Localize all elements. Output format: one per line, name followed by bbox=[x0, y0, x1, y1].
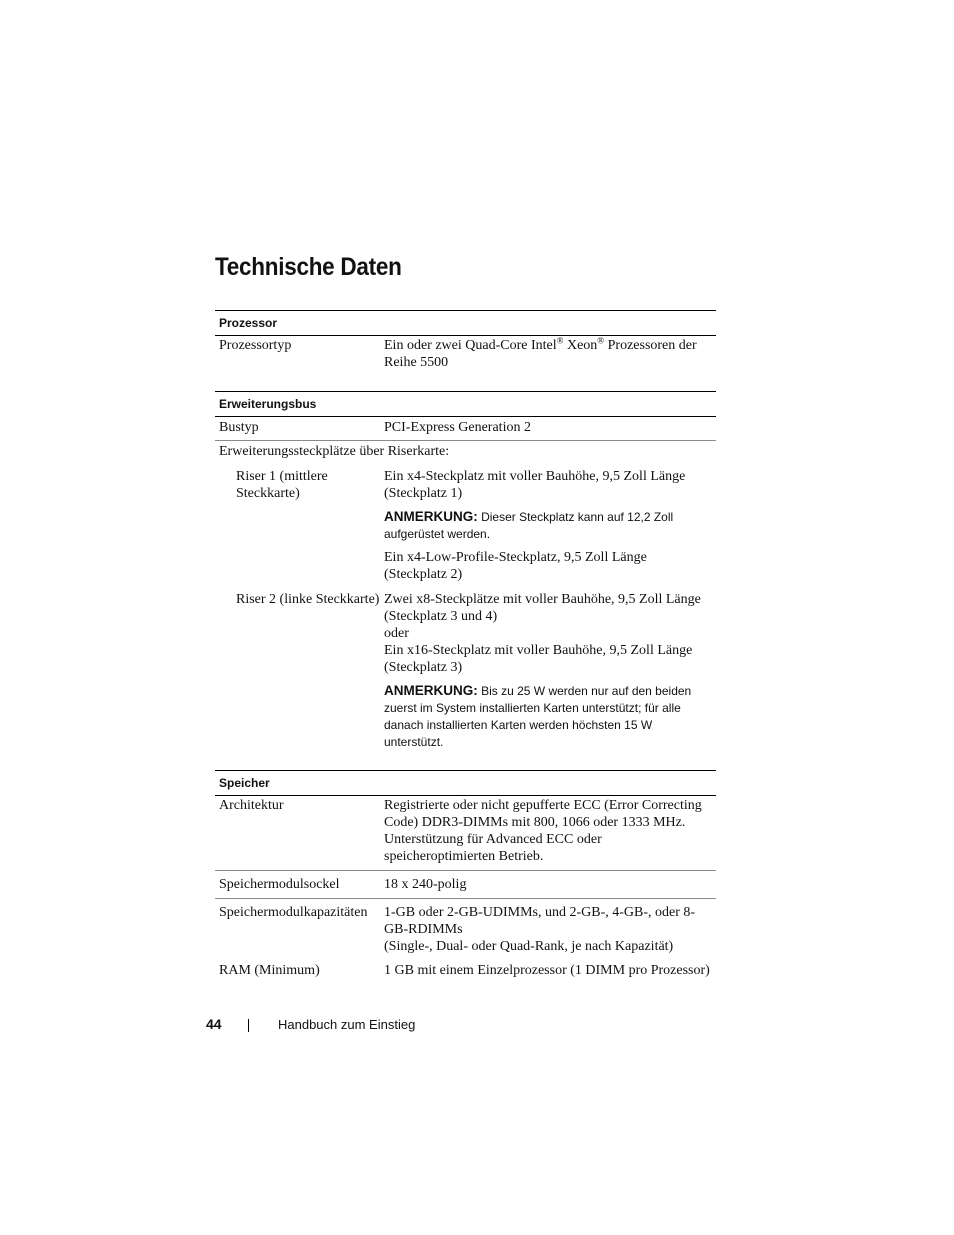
row-value-riser2-slot3: Ein x16-Steckplatz mit voller Bauhöhe, 9,5 Zoll Länge (Steckplatz 3) bbox=[384, 643, 693, 675]
row-label-architektur: Architektur bbox=[219, 798, 284, 813]
row-value-speichermodulkapazitaeten: 1-GB oder 2-GB-UDIMMs, und 2-GB-, 4-GB-, oder 8-GB-RDIMMs bbox=[384, 905, 696, 937]
slots-label: Erweiterungssteckplätze über Riserkarte: bbox=[219, 444, 450, 459]
page-number: 44 bbox=[206, 1016, 222, 1032]
footer-title: Handbuch zum Einstieg bbox=[278, 1017, 416, 1032]
row-value-riser2-or: oder bbox=[384, 626, 409, 641]
row-value-prozessortyp: Ein oder zwei Quad-Core Intel® Xeon® Prozessoren der Reihe 5500 bbox=[384, 335, 697, 370]
row-value-riser1-slot2: Ein x4-Low-Profile-Steckplatz, 9,5 Zoll Länge (Steckplatz 2) bbox=[384, 550, 647, 582]
page-title: Technische Daten bbox=[215, 253, 402, 281]
table-row bbox=[215, 899, 716, 960]
row-label-speichermodulkapazitaeten: Speichermodulkapazitäten bbox=[219, 905, 368, 920]
note-label: ANMERKUNG: bbox=[384, 509, 478, 524]
row-value-riser1-slot1: Ein x4-Steckplatz mit voller Bauhöhe, 9,5 Zoll Länge (Steckplatz 1) bbox=[384, 469, 686, 501]
row-value-speichermodulkapazitaeten-rank: (Single-, Dual- oder Quad-Rank, je nach Kapazität) bbox=[384, 939, 674, 954]
row-label-riser2: Riser 2 (linke Steckkarte) bbox=[236, 592, 380, 607]
table-row-riser1 bbox=[215, 468, 716, 583]
note-riser1 bbox=[384, 508, 713, 543]
note-label: ANMERKUNG: bbox=[384, 683, 478, 698]
table-row bbox=[215, 417, 716, 441]
table-row bbox=[215, 960, 716, 979]
section-header-speicher: Speicher bbox=[215, 770, 716, 796]
row-value-architektur: Registrierte oder nicht gepufferte ECC (Error Correcting Code) DDR3-DIMMs mit 800, 1066 oder 1333 MHz. Unterstützung für Advanced ECC oder speicheroptimierten Betrieb. bbox=[384, 798, 702, 864]
row-label-ram-minimum: RAM (Minimum) bbox=[219, 963, 320, 978]
row-label-prozessortyp: Prozessortyp bbox=[219, 338, 292, 353]
row-value-speichermodulsockel: 18 x 240-polig bbox=[384, 877, 467, 892]
row-value-riser2-slot34: Zwei x8-Steckplätze mit voller Bauhöhe, 9,5 Zoll Länge (Steckplatz 3 und 4) bbox=[384, 592, 701, 624]
table-row bbox=[215, 336, 716, 391]
row-value-ram-minimum: 1 GB mit einem Einzelprozessor (1 DIMM pro Prozessor) bbox=[384, 963, 710, 978]
note-riser2 bbox=[384, 682, 713, 751]
table-row bbox=[215, 796, 716, 871]
section-header-erweiterungsbus: Erweiterungsbus bbox=[215, 391, 716, 417]
note-text: Bis zu 25 W werden nur auf den beiden zuerst im System installierten Karten unterstützt; für alle danach installierten Karten werden höchsten 15 W unterstützt. bbox=[384, 684, 692, 749]
row-label-riser1: Riser 1 (mittlere Steckkarte) bbox=[236, 469, 328, 501]
note-text: Dieser Steckplatz kann auf 12,2 Zoll aufgerüstet werden. bbox=[384, 510, 674, 541]
table-row-riser2 bbox=[215, 583, 716, 770]
section-header-prozessor: Prozessor bbox=[215, 310, 716, 336]
table-row bbox=[215, 871, 716, 899]
page-footer bbox=[0, 1016, 954, 1036]
row-label-speichermodulsockel: Speichermodulsockel bbox=[219, 877, 340, 892]
row-label-bustyp: Bustyp bbox=[219, 420, 259, 435]
row-value-bustyp: PCI-Express Generation 2 bbox=[384, 420, 531, 435]
spec-table bbox=[215, 310, 716, 979]
footer-separator bbox=[248, 1019, 249, 1032]
